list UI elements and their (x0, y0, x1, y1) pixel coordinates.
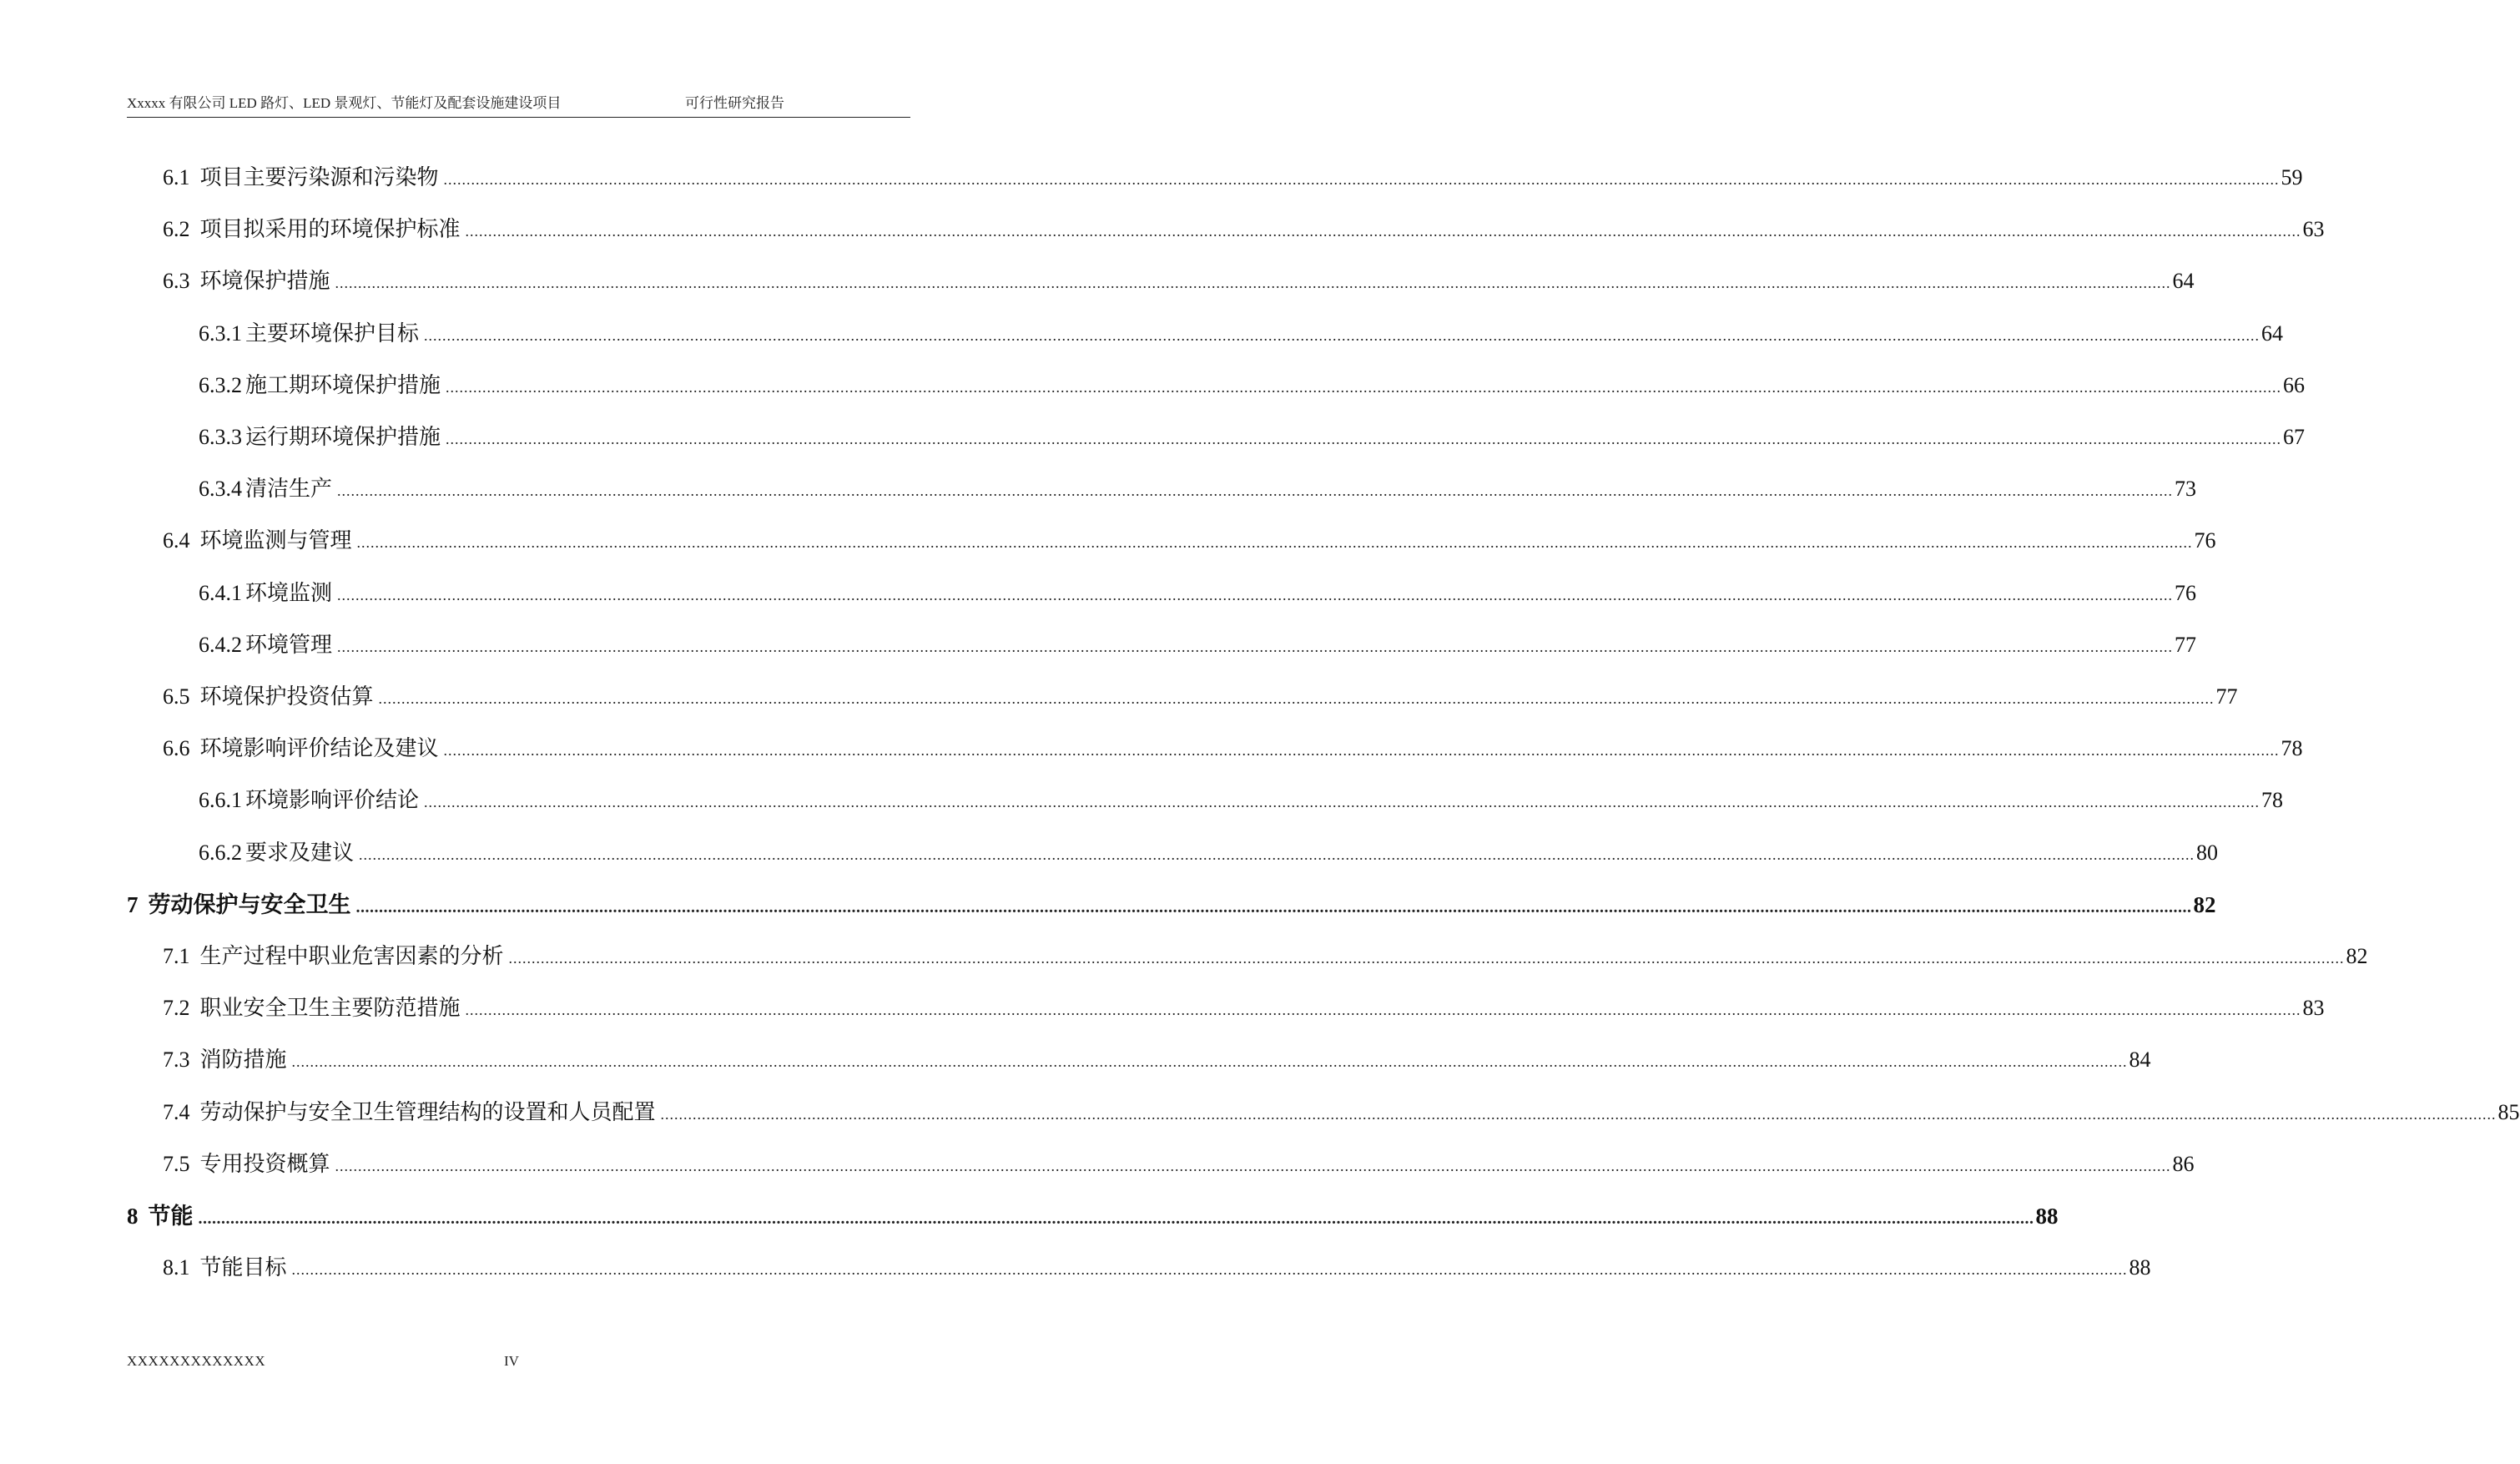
toc-entry-number: 6.3.4 (199, 477, 242, 501)
toc-entry[interactable] (199, 629, 2197, 662)
toc-leader-dots: ................................................................................................................................................................................................................................................................................................................................................................................................................ (337, 482, 2174, 499)
toc-entry[interactable] (163, 680, 2238, 714)
toc-leader-dots: ................................................................................................................................................................................................................................................................................................................................................................................................................ (335, 1158, 2171, 1174)
toc-leader-dots: ................................................................................................................................................................................................................................................................................................................................................................................................................ (424, 794, 2260, 810)
toc-entry-page: 78 (2281, 736, 2303, 760)
toc-entry-title: 劳动保护与安全卫生管理结构的设置和人员配置 (199, 1100, 656, 1124)
toc-leader-dots: ................................................................................................................................................................................................................................................................................................................................................................................................................ (337, 639, 2174, 655)
toc-leader-dots: ................................................................................................................................................................................................................................................................................................................................................................................................................ (335, 275, 2171, 291)
toc-entry[interactable] (127, 888, 2216, 921)
toc-entry-title: 环境管理 (245, 633, 333, 657)
toc-entry[interactable] (163, 213, 2325, 246)
footer-company-code: XXXXXXXXXXXXX (127, 1353, 266, 1369)
toc-entry-number: 7.2 (163, 996, 190, 1020)
footer-page-number: IV (504, 1353, 519, 1369)
toc-entry-page: 67 (2283, 425, 2306, 449)
toc-entry-page: 82 (2193, 892, 2216, 917)
toc-entry[interactable] (163, 1251, 2151, 1285)
toc-entry-number: 6.3 (163, 269, 190, 293)
toc-entry[interactable] (163, 161, 2303, 194)
toc-entry-number: 7.5 (163, 1152, 190, 1176)
page-header (127, 93, 910, 118)
toc-entry-number: 6.5 (163, 684, 190, 709)
toc-entry-title: 运行期环境保护措施 (245, 425, 441, 449)
toc-entry-title: 专用投资概算 (199, 1152, 330, 1176)
toc-entry[interactable] (163, 265, 2195, 298)
toc-entry-title: 环境监测 (245, 581, 333, 605)
toc-entry[interactable] (199, 784, 2284, 817)
toc-leader-dots: ................................................................................................................................................................................................................................................................................................................................................................................................................ (198, 1209, 2034, 1228)
toc-entry-page: 86 (2172, 1152, 2195, 1176)
toc-entry-title: 环境影响评价结论 (245, 788, 420, 812)
toc-entry[interactable] (163, 524, 2216, 558)
header-project-title: Xxxxx 有限公司 LED 路灯、LED 景观灯、节能灯及配套设施建设项目 (127, 95, 562, 111)
toc-entry[interactable] (163, 1043, 2151, 1077)
toc-entry[interactable] (199, 472, 2197, 506)
toc-entry-title: 环境监测与管理 (199, 528, 352, 553)
toc-entry-title: 节能目标 (199, 1255, 287, 1280)
toc-leader-dots: ................................................................................................................................................................................................................................................................................................................................................................................................................ (291, 1053, 2128, 1070)
toc-entry[interactable] (127, 1199, 2059, 1233)
toc-entry-number: 8 (127, 1204, 139, 1229)
toc-entry-page: 59 (2281, 165, 2303, 189)
toc-entry-title: 清洁生产 (245, 477, 333, 501)
header-report-type: 可行性研究报告 (685, 95, 784, 111)
toc-entry[interactable] (199, 577, 2197, 610)
toc-entry-number: 7.1 (163, 944, 190, 968)
toc-leader-dots: ................................................................................................................................................................................................................................................................................................................................................................................................................ (660, 1106, 2497, 1123)
toc-entry[interactable] (163, 1096, 2520, 1129)
toc-entry-title: 消防措施 (199, 1048, 287, 1072)
toc-leader-dots: ................................................................................................................................................................................................................................................................................................................................................................................................................ (465, 1002, 2301, 1018)
toc-entry-title: 环境保护投资估算 (199, 684, 374, 709)
toc-entry-number: 6.1 (163, 165, 190, 189)
toc-entry-page: 77 (2215, 684, 2238, 709)
toc-entry[interactable] (163, 732, 2303, 765)
toc-entry-number: 6.4 (163, 528, 190, 553)
toc-entry[interactable] (163, 992, 2325, 1025)
toc-entry-page: 78 (2261, 788, 2284, 812)
toc-leader-dots: ................................................................................................................................................................................................................................................................................................................................................................................................................ (355, 898, 2192, 916)
toc-entry[interactable] (199, 369, 2306, 402)
toc-leader-dots: ................................................................................................................................................................................................................................................................................................................................................................................................................ (356, 534, 2193, 551)
toc-entry-page: 77 (2175, 633, 2197, 657)
toc-leader-dots: ................................................................................................................................................................................................................................................................................................................................................................................................................ (291, 1261, 2128, 1278)
toc-entry-page: 85 (2497, 1100, 2520, 1124)
toc-entry-title: 劳动保护与安全卫生 (148, 892, 351, 917)
toc-entry-title: 生产过程中职业危害因素的分析 (199, 944, 504, 968)
toc-entry-title: 施工期环境保护措施 (245, 373, 441, 397)
toc-entry[interactable] (163, 940, 2368, 973)
toc-entry-number: 6.3.2 (199, 373, 242, 397)
toc-entry-page: 73 (2175, 477, 2197, 501)
toc-entry-page: 76 (2175, 581, 2197, 605)
toc-entry-number: 6.4.2 (199, 633, 242, 657)
toc-entry-page: 82 (2346, 944, 2368, 968)
toc-entry-number: 7 (127, 892, 139, 917)
toc-entry-number: 6.4.1 (199, 581, 242, 605)
toc-entry-title: 要求及建议 (245, 841, 355, 865)
toc-leader-dots: ................................................................................................................................................................................................................................................................................................................................................................................................................ (443, 742, 2280, 759)
toc-entry-number: 6.6.2 (199, 841, 242, 865)
toc-entry-title: 项目主要污染源和污染物 (199, 165, 439, 189)
toc-entry[interactable] (199, 421, 2306, 454)
toc-leader-dots: ................................................................................................................................................................................................................................................................................................................................................................................................................ (446, 431, 2282, 447)
toc-entry-page: 66 (2283, 373, 2306, 397)
toc-entry-page: 83 (2302, 996, 2325, 1020)
toc-leader-dots: ................................................................................................................................................................................................................................................................................................................................................................................................................ (508, 950, 2345, 967)
toc-entry-number: 7.3 (163, 1048, 190, 1072)
toc-entry-number: 7.4 (163, 1100, 190, 1124)
toc-leader-dots: ................................................................................................................................................................................................................................................................................................................................................................................................................ (465, 223, 2301, 240)
toc-entry[interactable] (163, 1148, 2195, 1181)
toc-entry-page: 88 (2129, 1255, 2151, 1280)
toc-entry-title: 项目拟采用的环境保护标准 (199, 217, 461, 241)
toc-leader-dots: ................................................................................................................................................................................................................................................................................................................................................................................................................ (446, 379, 2282, 396)
toc-leader-dots: ................................................................................................................................................................................................................................................................................................................................................................................................................ (378, 690, 2215, 707)
toc-entry-page: 64 (2172, 269, 2195, 293)
toc-entry[interactable] (199, 836, 2219, 870)
toc-entry-page: 80 (2196, 841, 2219, 865)
toc-entry-title: 节能 (148, 1204, 194, 1229)
toc-entry-title: 环境影响评价结论及建议 (199, 736, 439, 760)
toc-entry-title: 环境保护措施 (199, 269, 330, 293)
toc-leader-dots: ................................................................................................................................................................................................................................................................................................................................................................................................................ (443, 171, 2280, 188)
toc-entry-page: 88 (2035, 1204, 2059, 1229)
toc-entry-page: 76 (2194, 528, 2216, 553)
toc-entry-title: 主要环境保护目标 (245, 321, 420, 346)
toc-entry-number: 6.6 (163, 736, 190, 760)
toc-leader-dots: ................................................................................................................................................................................................................................................................................................................................................................................................................ (424, 327, 2260, 344)
toc-leader-dots: ................................................................................................................................................................................................................................................................................................................................................................................................................ (337, 587, 2174, 603)
toc-entry-number: 6.2 (163, 217, 190, 241)
toc-entry-page: 64 (2261, 321, 2284, 346)
toc-entry-number: 6.6.1 (199, 788, 242, 812)
toc-entry-number: 8.1 (163, 1255, 190, 1280)
toc-leader-dots: ................................................................................................................................................................................................................................................................................................................................................................................................................ (359, 846, 2195, 863)
toc-entry-title: 职业安全卫生主要防范措施 (199, 996, 461, 1020)
toc-entry-number: 6.3.1 (199, 321, 242, 346)
toc-entry-page: 84 (2129, 1048, 2151, 1072)
toc-entry[interactable] (199, 317, 2284, 351)
toc-entry-number: 6.3.3 (199, 425, 242, 449)
toc-entry-page: 63 (2302, 217, 2325, 241)
